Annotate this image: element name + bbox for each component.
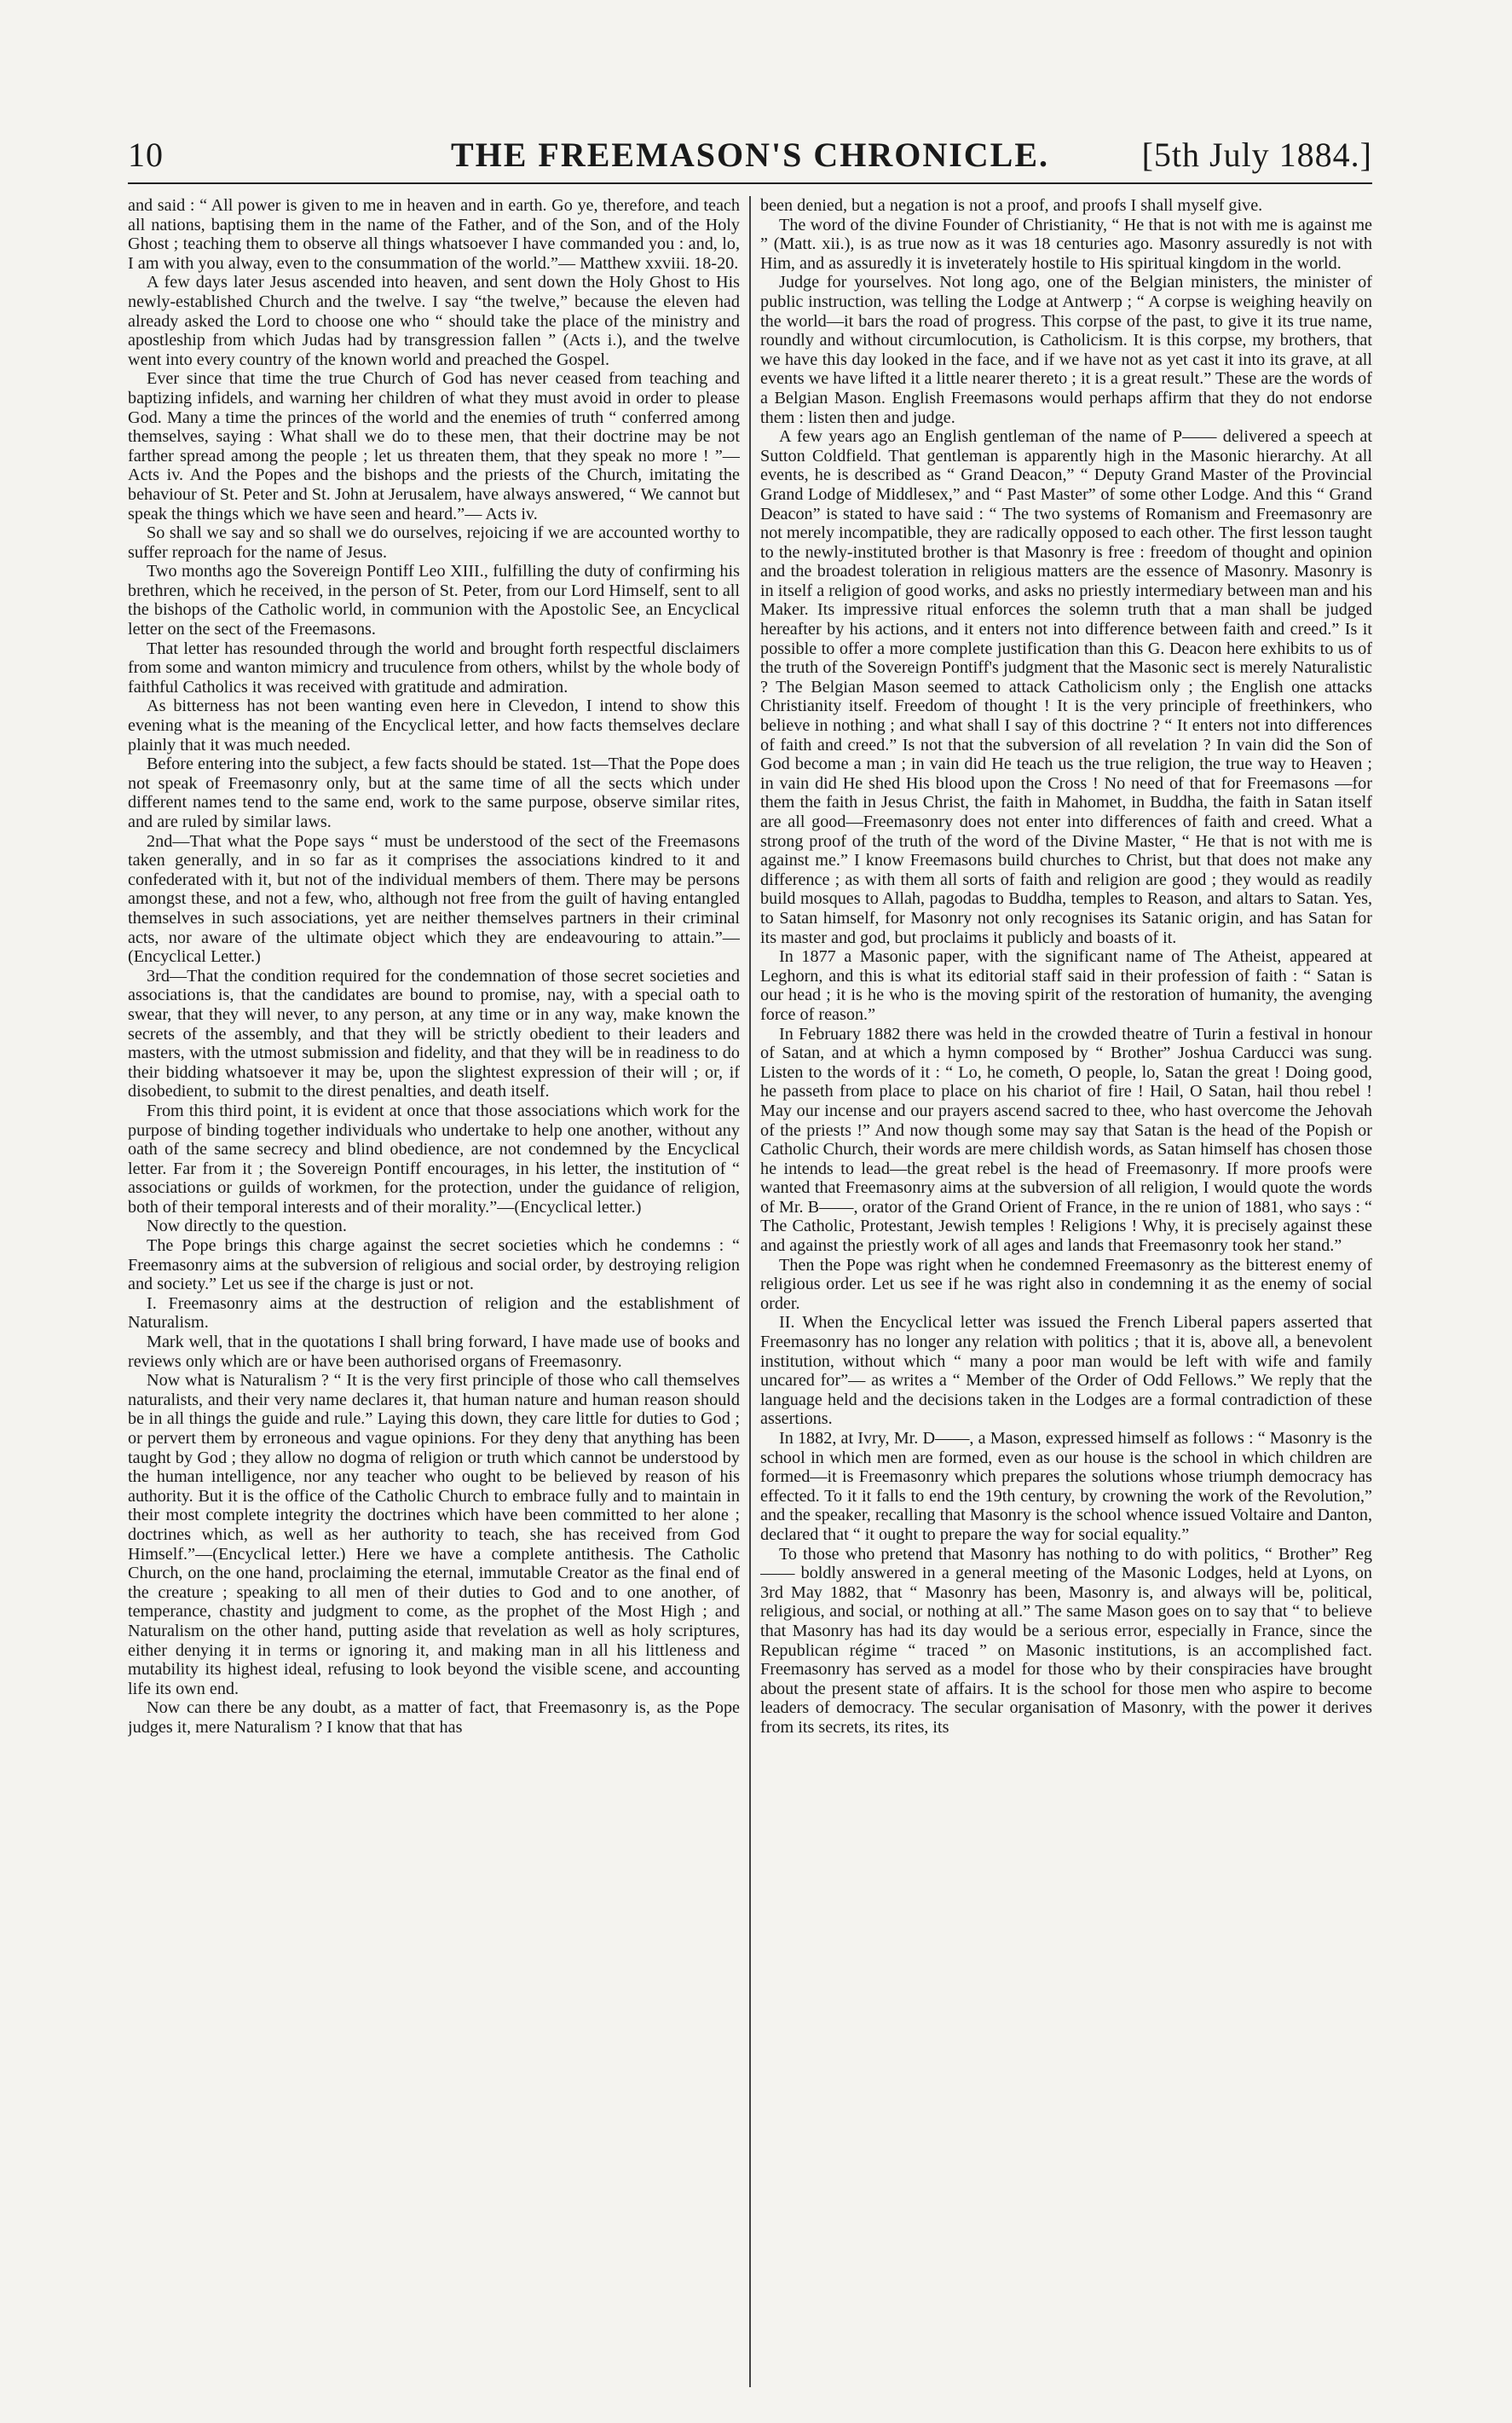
paragraph: Before entering into the subject, a few facts should be stated. 1st—That the Pope does not speak of Freemasonry only, but at the same time of all the sects which under different names tend to the same end, work to the same purpose, observe similar rites, and are ruled by similar laws.: [128, 755, 740, 831]
masthead: [128, 128, 1372, 184]
column-rule: [749, 196, 751, 2387]
paragraph: The word of the divine Founder of Christianity, “ He that is not with me is against me ” (Matt. xii.), is as true now as it was 18 centuries ago. Masonry assuredly is not with Him, and as assuredly it is inveterately hostile to His spiritual kingdom in the world.: [760, 215, 1372, 273]
paragraph: The Pope brings this charge against the secret societies which he condemns : “ Freemasonry aims at the subversion of religious and social order, by destroying religion and society.” Let us see if the charge is just or not.: [128, 1236, 740, 1294]
paragraph: As bitterness has not been wanting even here in Clevedon, I intend to show this evening what is the meaning of the Encyclical letter, and how facts themselves declare plainly that it was much needed.: [128, 697, 740, 755]
section-heading: II. When the Encyclical letter was issued the French Liberal papers asserted that Freemasonry has no longer any relation with politics ; that it is, above all, a benevolent institution, without which “ many a poor man would be left with wife and family uncared for”— as writes a “ Member of the Order of Odd Fellows.” We reply that the language held and the decisions taken in the Lodges are a formal contradiction of these assertions.: [760, 1313, 1372, 1429]
section-heading: I. Freemasonry aims at the destruction of religion and the establishment of Naturalism.: [128, 1293, 740, 1333]
paragraph: A few days later Jesus ascended into heaven, and sent down the Holy Ghost to His newly-established Church and the twelve. I say “the twelve,” because the eleven had already asked the Lord to choose one who “ should take the place of the ministry and apostleship from which Judas had by transgression fallen ” (Acts i.), and the twelve went into every country of the known world and preached the Gospel.: [128, 273, 740, 369]
issue-date: [5th July 1884.]: [1141, 136, 1372, 174]
paragraph: A few years ago an English gentleman of the name of P—— delivered a speech at Sutton Coldfield. That gentleman is apparently high in the Masonic hierarchy. At all events, he is described as “ Grand Deacon,” “ Deputy Grand Master of the Provincial Grand Lodge of Middlesex,” and “ Past Master” of some other Lodge. And this “ Grand Deacon” is stated to have said : “ The two systems of Romanism and Freemasonry are not merely incompatible, they are radically opposed to each other. The first lesson taught to the newly-instituted brother is that Masonry is free : freedom of thought and opinion and the broadest toleration in religious matters are the essence of Masonry. Masonry is in itself a religion of good works, and asks no priestly intermediary between man and his Maker. Its impressive ritual enforces the solemn truth that a man shall be judged hereafter by his actions, and it enters not into difference between faith and creed.” Is it possible to offer a more complete justification than this G. Deacon here exhibits to us of the truth of the Sovereign Pontiff's judgment that the Masonic sect is merely Naturalistic ? The Belgian Mason seemed to attack Catholicism only ; the English one attacks Christianity itself. Freedom of thought ! It is the very principle of freethinkers, who believe in nothing ; and what shall I say of this doctrine ? “ It enters not into differences of faith and creed.” Is not that the subversion of all revelation ? In vain did the Son of God become a man ; in vain did He teach us the true religion, the true way to Heaven ; in vain did He shed His blood upon the Cross ! No need of that for Freemasons —for them the faith in Jesus Christ, the faith in Mahomet, in Buddha, the faith in Satan itself are all good—Freemasonry does not enter into differences of faith and creed. What a strong proof of the truth of the word of the Divine Master, “ He that is not with me is against me.” I know Freemasons build churches to Christ, but that does not make any difference ; as with them all sorts of faith and religion are good ; they would as readily build mosques to Allah, pagodas to Buddha, temples to Reason, and altars to Satan. Yes, to Satan himself, for Masonry not only recognises its Satanic origin, and has Satan for its master and god, but proclaims it publicly and boasts of it.: [760, 427, 1372, 947]
paragraph: Then the Pope was right when he condemned Freemasonry as the bitterest enemy of religious order. Let us see if he was right also in condemning it as the enemy of social order.: [760, 1255, 1372, 1313]
paragraph: Judge for yourselves. Not long ago, one of the Belgian ministers, the minister of public instruction, was telling the Lodge at Antwerp ; “ A corpse is weighing heavily on the world—it bars the road of progress. This corpse of the past, to give it its true name, roundly and without circumlocution, is Catholicism. It is this corpse, my brothers, that we have this day looked in the face, and if we have not as yet cast it into its grave, at all events we have lifted it a little nearer thereto ; it is a great result.” These are the words of a Belgian Mason. English Freemasons would perhaps affirm that they do not endorse them : listen then and judge.: [760, 273, 1372, 427]
paragraph: 3rd—That the condition required for the condemnation of those secret societies and associations is, that the candidates are bound to promise, nay, with a special oath to swear, that they will never, to any person, at any time or in any way, make known the secrets of the assembly, and that they will be strictly obedient to their leaders and masters, with the utmost submission and fidelity, and that they will be in readiness to do their bidding whatsoever it may be, upon the slightest expression of their will ; or, if disobedient, to submit to the direst penalties, and death itself.: [128, 966, 740, 1102]
paragraph: Mark well, that in the quotations I shall bring forward, I have made use of books and reviews only which are or have been authorised organs of Freemasonry.: [128, 1333, 740, 1371]
paragraph: Ever since that time the true Church of God has never ceased from teaching and baptizing infidels, and warning her children of what they must avoid in order to please God. Many a time the princes of the world and the enemies of truth “ conferred among themselves, saying : What shall we do to these men, that their doctrine may be not farther spread among the people ; let us threaten them, that they speak no more ! ”—Acts iv. And the Popes and the bishops and the priests of the Church, imitating the behaviour of St. Peter and St. John at Jerusalem, have always answered, “ We cannot but speak the things which we have seen and heard.”— Acts iv.: [128, 369, 740, 523]
paragraph: To those who pretend that Masonry has nothing to do with politics, “ Brother” Reg—— boldly answered in a general meeting of the Masonic Lodges, held at Lyons, on 3rd May 1882, that “ Masonry has been, Masonry is, and always will be, political, religious, and social, or nothing at all.” The same Mason goes on to say that “ to believe that Masonry has had its day would be a serious error, especially in France, since the Republican régime “ traced ” on Masonic institutions, is an accomplished fact. Freemasonry has served as a model for those who by their conspiracies have brought about the present state of affairs. It is the school for those men who aspire to become leaders of democracy. The secular organisation of Masonry, with the power it derives from its secrets, its rites, its: [760, 1544, 1372, 1737]
left-column: [128, 196, 740, 2387]
paragraph: Now what is Naturalism ? “ It is the very first principle of those who call themselves naturalists, and their very name declares it, that human nature and human reason should be in all things the guide and rule.” Laying this down, they care little for duties to God ; or pervert them by erroneous and vague opinions. For they deny that anything has been taught by God ; they allow no dogma of religion or truth which cannot be understood by the human intelligence, nor any teacher who ought to be believed by reason of his authority. But it is the office of the Catholic Church to embrace fully and to maintain in their most complete integrity the doctrines which have been committed to her alone ; doctrines which, as well as her authority to teach, she has received from God Himself.”—(Encyclical letter.) Here we have a complete antithesis. The Catholic Church, on the one hand, proclaiming the eternal, immutable Creator as the final end of the creature ; speaking to all men of their duties to God and to one another, of temperance, chastity and judgment to come, as the prophet of the Most High ; and Naturalism on the other hand, putting aside that revelation as well as holy scriptures, either denying it in terms or ignoring it, and making man in all his littleness and mutability its highest ideal, refusing to look beyond the visible scene, and accounting life its own end.: [128, 1371, 740, 1698]
paragraph: In 1882, at Ivry, Mr. D——, a Mason, expressed himself as follows : “ Masonry is the school in which men are formed, even as our house is the school in which children are formed—it is Freemasonry which prepares the solutions whose triumph democracy has effected. To it it falls to end the 19th century, by crowning the work of the Revolution,” and the speaker, recalling that Masonry is the school whence issued Voltaire and Danton, declared that “ it ought to prepare the way for social equality.”: [760, 1429, 1372, 1544]
paragraph: In February 1882 there was held in the crowded theatre of Turin a festival in honour of Satan, and at which a hymn composed by “ Brother” Joshua Carducci was sung. Listen to the words of it : “ Lo, he cometh, O people, lo, Satan the great ! Doing good, he passeth from place to place on his chariot of fire ! Hail, O Satan, hail thou rebel ! May our incense and our prayers ascend sacred to thee, who hast overcome the Jehovah of the priests !” And now though some may say that Satan is the head of the Popish or Catholic Church, their words are mere childish words, as Satan himself has chosen those he intends to lead—the great rebel is the head of Freemasonry. If more proofs were wanted that Freemasonry aims at the subversion of all religion, I would quote the words of Mr. B——, orator of the Grand Orient of France, in the re union of 1881, who says : “ The Catholic, Protestant, Jewish temples ! Religions ! Why, it is precisely against these and against the priestly work of all ages and lands that Freemasonry took her stand.”: [760, 1024, 1372, 1256]
page-number: 10: [128, 136, 164, 174]
right-column: [760, 196, 1372, 2387]
paragraph: and said : “ All power is given to me in heaven and in earth. Go ye, therefore, and teach all nations, baptising them in the name of the Father, and of the Son, and of the Holy Ghost ; teaching them to observe all things whatsoever I have commanded you : and, lo, I am with you alway, even to the consummation of the world.”— Matthew xxviii. 18-20.: [128, 196, 740, 273]
paragraph: been denied, but a negation is not a proof, and proofs I shall myself give.: [760, 196, 1263, 215]
paragraph: From this third point, it is evident at once that those associations which work for the purpose of binding together individuals who undertake to help one another, without any oath of the same secrecy and blind obedience, are not condemned by the Encyclical letter. Far from it ; the Sovereign Pontiff encourages, in his letter, the institution of “ associations or guilds of workmen, for the protection, under the guidance of religion, both of their temporal interests and of their morality.”—(Encyclical letter.): [128, 1101, 740, 1217]
paragraph: Now can there be any doubt, as a matter of fact, that Freemasonry is, as the Pope judges it, mere Naturalism ? I know that that has: [128, 1698, 740, 1737]
article-columns: [128, 196, 1372, 2387]
paragraph: So shall we say and so shall we do ourselves, rejoicing if we are accounted worthy to suffer reproach for the name of Jesus.: [128, 523, 740, 562]
newspaper-page: [128, 128, 1372, 2396]
paragraph: 2nd—That what the Pope says “ must be understood of the sect of the Freemasons taken generally, and in so far as it comprises the associations kindred to it and confederated with it, but not of the individual members of them. There may be persons amongst these, and not a few, who, although not free from the guilt of having entangled themselves in such associations, yet are neither themselves partners in their criminal acts, nor aware of the ultimate object which they are endeavouring to attain.”—(Encyclical Letter.): [128, 831, 740, 967]
paragraph: Two months ago the Sovereign Pontiff Leo XIII., fulfilling the duty of confirming his brethren, which he received, in the person of St. Peter, from our Lord Himself, sent to all the bishops of the Catholic world, in communion with the Apostolic See, an Encyclical letter on the sect of the Freemasons.: [128, 562, 740, 639]
newspaper-title: THE FREEMASON'S CHRONICLE.: [450, 136, 1050, 174]
paragraph: In 1877 a Masonic paper, with the significant name of The Atheist, appeared at Leghorn, and this is what its editorial staff said in their profession of faith : “ Satan is our head ; it is he who is the moving spirit of the restoration of humanity, the avenging force of reason.”: [760, 947, 1372, 1024]
paragraph: Now directly to the question.: [147, 1217, 347, 1236]
paragraph: That letter has resounded through the world and brought forth respectful disclaimers from some and wanton mimicry and truculence from others, whilst by the whole body of faithful Catholics it was received with gratitude and admiration.: [128, 639, 740, 697]
